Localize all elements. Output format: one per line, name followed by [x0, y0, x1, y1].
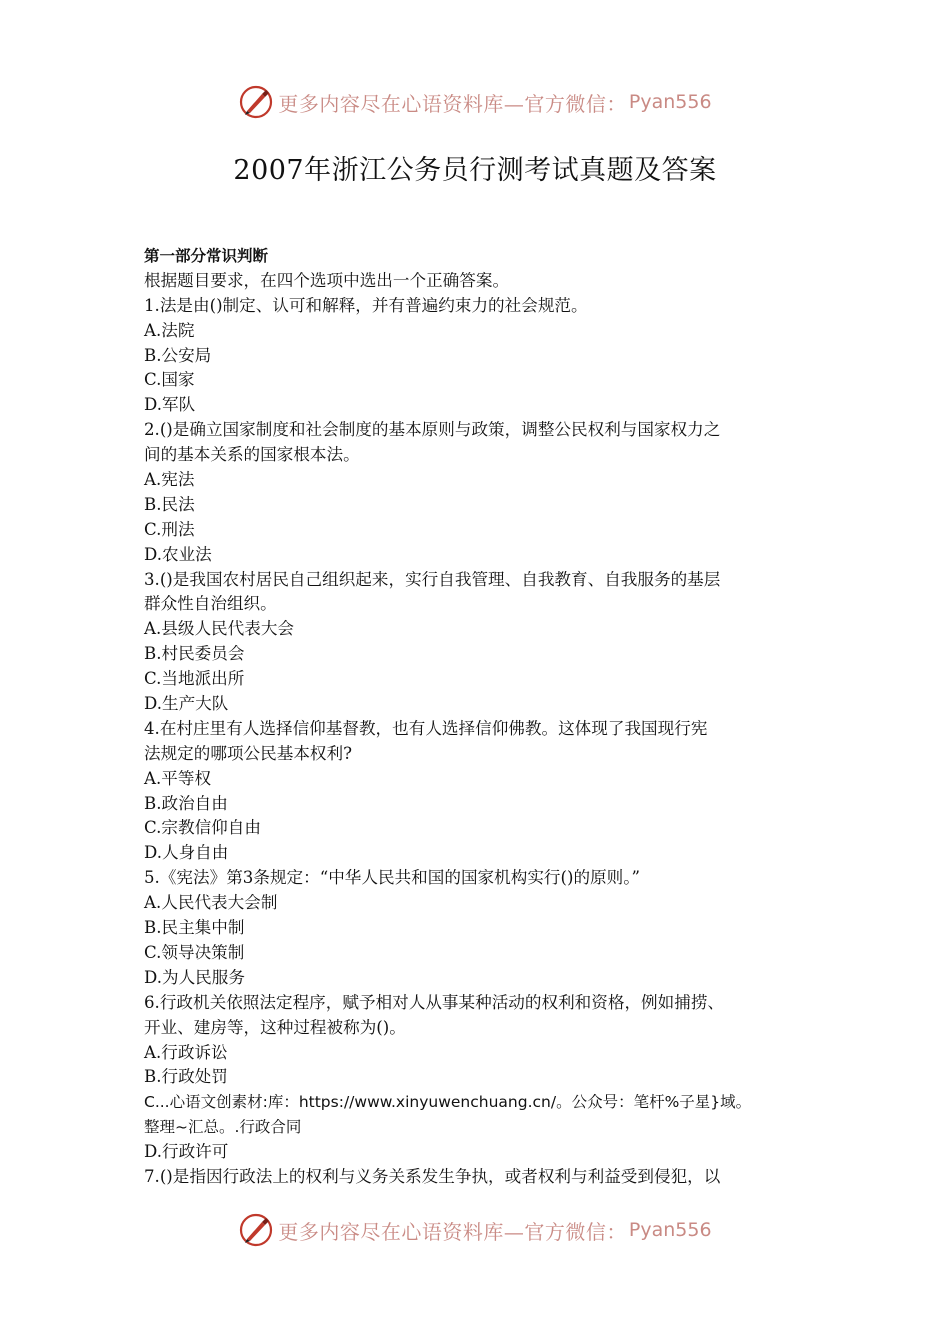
text-line: C.国家	[144, 370, 195, 390]
text-line: 6.行政机关依照法定程序，赋予相对人从事某种活动的权利和资格，例如捕捞、	[144, 992, 725, 1012]
text-line: D.农业法	[144, 544, 212, 564]
pen-logo-icon	[238, 84, 274, 120]
pen-logo-icon	[238, 1212, 274, 1248]
page-title: 2007年浙江公务员行测考试真题及答案	[233, 155, 717, 186]
text-line: D.军队	[144, 395, 196, 415]
question-lines-continued	[144, 1140, 824, 1190]
text-line: B.公安局	[144, 345, 212, 365]
text-line: 根据题目要求，在四个选项中选出一个正确答案。	[144, 270, 510, 290]
text-line: B.行政处罚	[144, 1067, 228, 1087]
text-line: 3.()是我国农村居民自己组织起来，实行自我管理、自我教育、自我服务的基层	[144, 569, 721, 589]
text-line: 间的基本关系的国家根本法。	[144, 445, 360, 465]
text-line: 开业、建房等，这种过程被称为()。	[144, 1017, 406, 1037]
header-banner	[0, 82, 950, 122]
text-line: D.生产大队	[144, 694, 229, 714]
text-line: D.行政许可	[144, 1142, 229, 1162]
watermark-line: 整理~汇总。.行政合同	[144, 1118, 302, 1137]
text-line: 法规定的哪项公民基本权利?	[144, 743, 353, 763]
text-line: 群众性自治组织。	[144, 594, 277, 614]
banner-text: 更多内容尽在心语资料库—官方微信：	[278, 91, 627, 116]
watermark-line: C...心语文创素材:库：https://www.xinyuwenchuang.cn/。公众号：笔杆%子星}域。	[144, 1093, 752, 1112]
text-line: B.民主集中制	[144, 918, 245, 938]
question-lines	[144, 269, 824, 1090]
text-line: 4.在村庄里有人选择信仰基督教，也有人选择信仰佛教。这体现了我国现行宪	[144, 718, 708, 738]
text-line: B.政治自由	[144, 793, 228, 813]
section-heading: 第一部分常识判断	[144, 247, 269, 265]
text-line: C.刑法	[144, 519, 195, 539]
text-line: 2.()是确立国家制度和社会制度的基本原则与政策，调整公民权利与国家权力之	[144, 420, 721, 440]
text-line: D.为人民服务	[144, 967, 245, 987]
text-line: 5.《宪法》第3条规定：“中华人民共和国的国家机构实行()的原则。”	[144, 868, 641, 888]
text-line: A.行政诉讼	[144, 1042, 228, 1062]
text-line: B.民法	[144, 494, 195, 514]
text-line: C.领导决策制	[144, 942, 245, 962]
banner-text: 更多内容尽在心语资料库—官方微信：	[278, 1219, 627, 1244]
text-line: A.平等权	[144, 768, 212, 788]
text-line: 7.()是指因行政法上的权利与义务关系发生争执，或者权利与利益受到侵犯，以	[144, 1166, 721, 1186]
text-line: C.当地派出所	[144, 669, 245, 689]
footer-banner	[0, 1210, 950, 1250]
text-line: B.村民委员会	[144, 644, 245, 664]
text-line: C.宗教信仰自由	[144, 818, 261, 838]
text-line: 1.法是由()制定、认可和解释，并有普遍约束力的社会规范。	[144, 295, 588, 315]
text-line: A.县级人民代表大会	[144, 619, 295, 639]
banner-wechat-id: Pyan556	[628, 1219, 712, 1241]
text-line: D.人身自由	[144, 843, 229, 863]
text-line: A.宪法	[144, 470, 195, 490]
banner-wechat-id: Pyan556	[628, 91, 712, 113]
text-line: A.法院	[144, 320, 195, 340]
text-line: A.人民代表大会制	[144, 893, 278, 913]
document-body	[144, 244, 824, 1190]
